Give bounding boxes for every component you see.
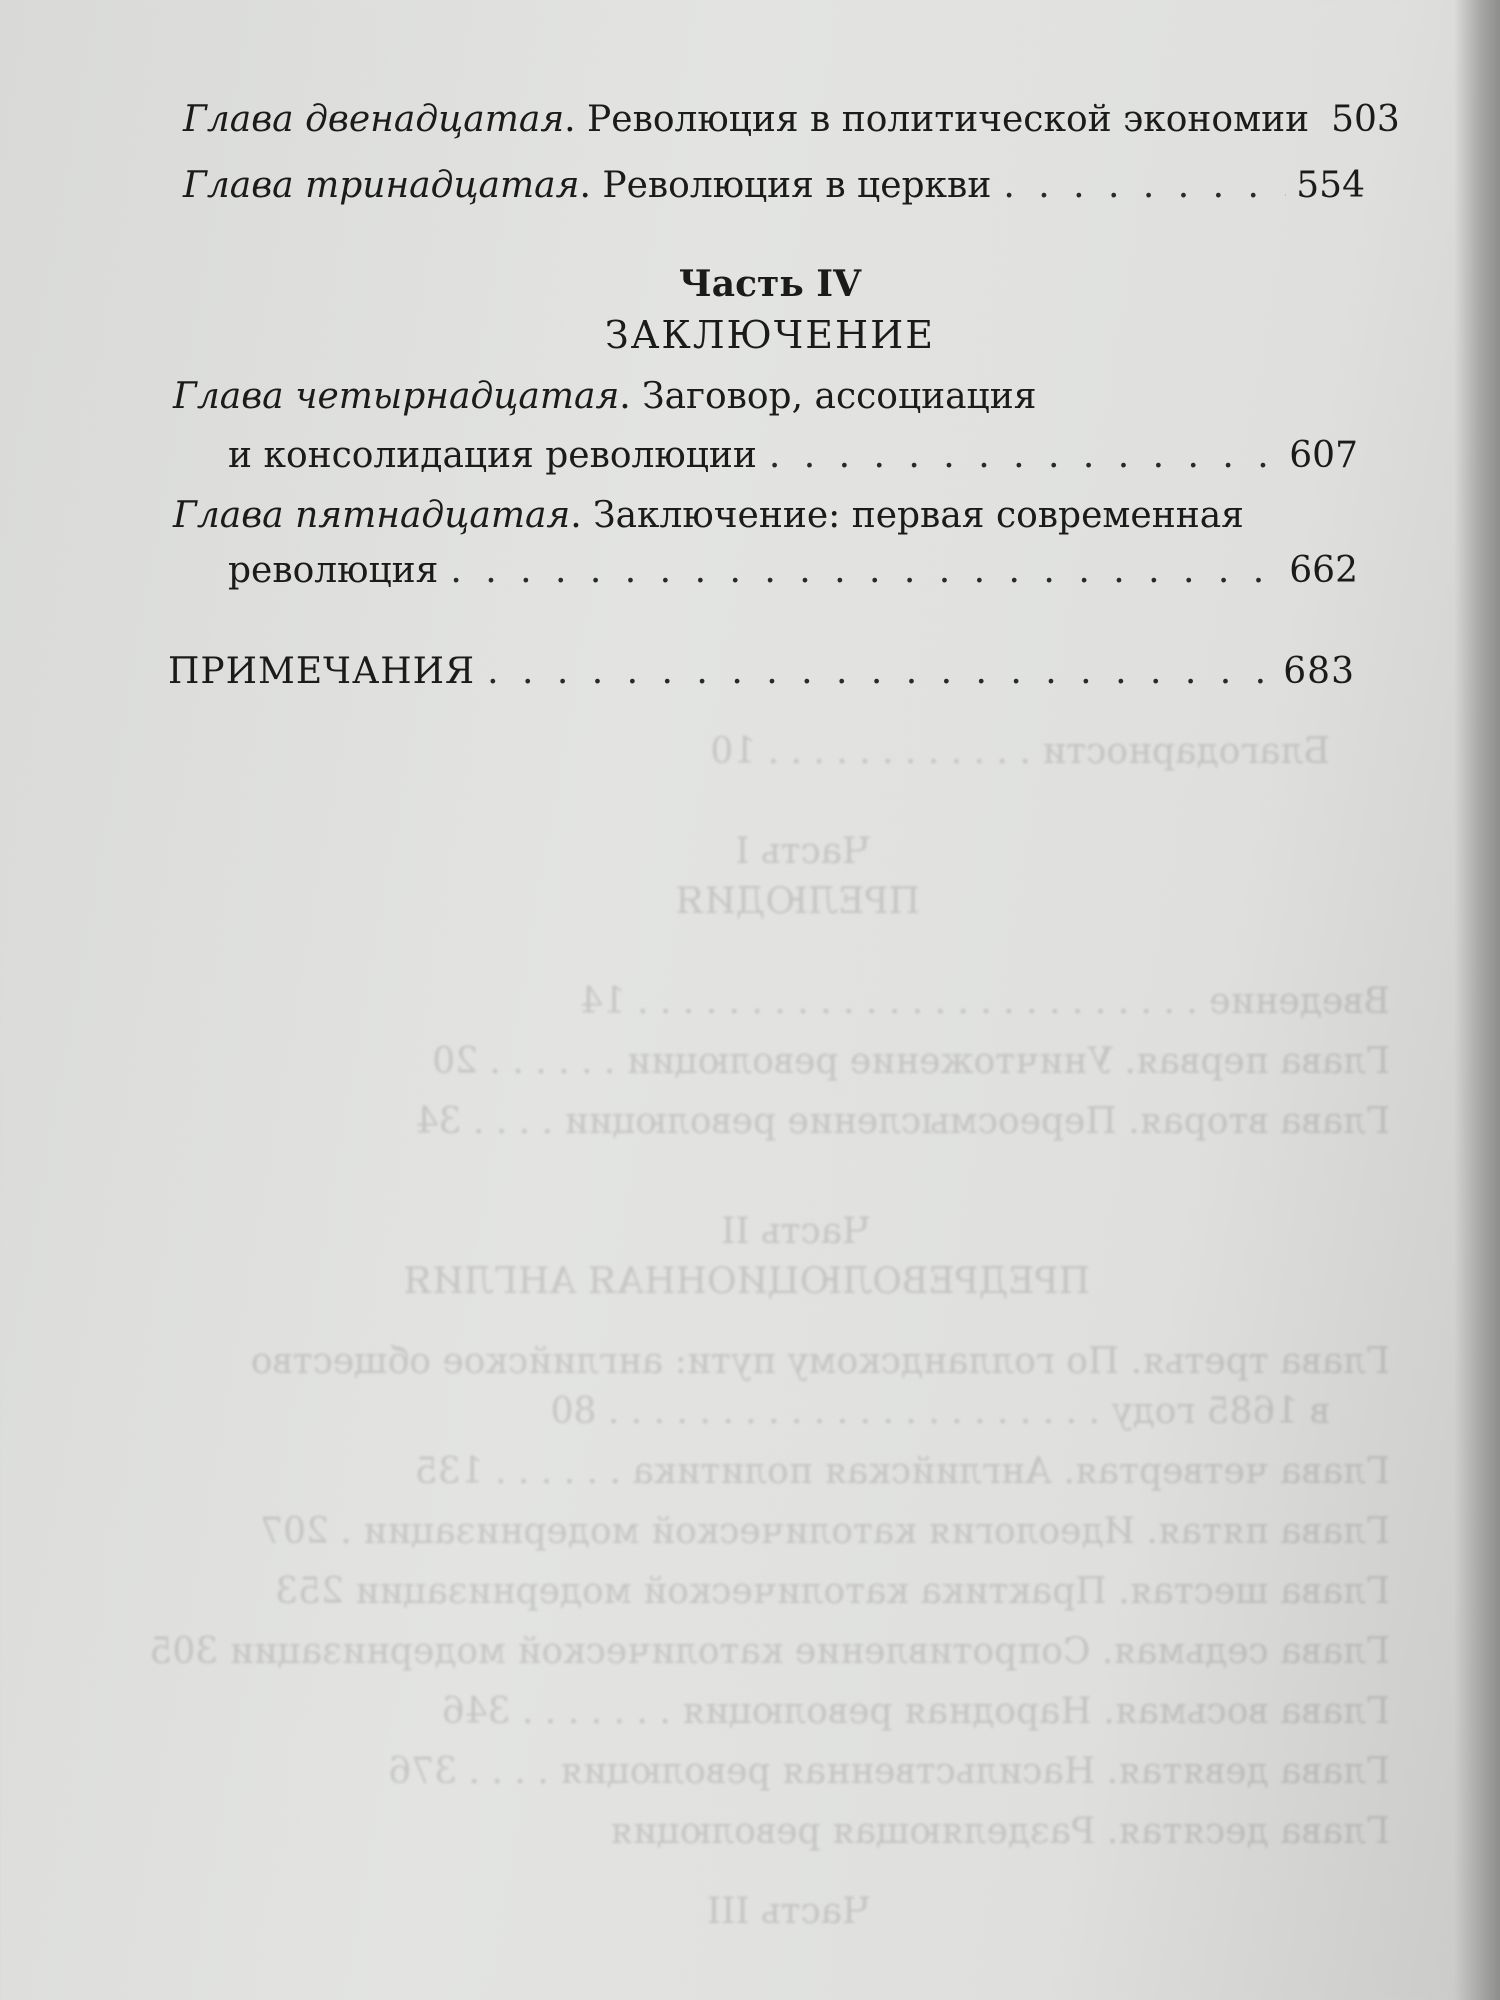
toc-entry-chapter-14-line1[interactable] bbox=[173, 375, 1036, 419]
dot-leader bbox=[1003, 164, 1286, 208]
part-label: Часть IV bbox=[678, 263, 862, 305]
chapter-number: Глава тринадцатая bbox=[183, 165, 580, 206]
toc-entry-chapter-13[interactable] bbox=[183, 164, 1365, 208]
toc-entry-chapter-14-line2[interactable] bbox=[228, 434, 1358, 478]
toc-entry-notes[interactable] bbox=[168, 650, 1355, 694]
chapter-number: Глава пятнадцатая bbox=[173, 495, 571, 536]
toc-entry-chapter-15-line2[interactable] bbox=[228, 549, 1358, 593]
page-number: 503 bbox=[1331, 99, 1400, 140]
chapter-title: . Революция в церкви bbox=[579, 165, 992, 206]
chapter-title: . Заключение: первая современная bbox=[570, 495, 1244, 536]
part-title: ЗАКЛЮЧЕНИЕ bbox=[604, 313, 936, 357]
page-number: 554 bbox=[1296, 165, 1365, 206]
chapter-number: Глава двенадцатая bbox=[183, 99, 565, 140]
dot-leader bbox=[450, 549, 1279, 593]
toc-entry-chapter-15-line1[interactable] bbox=[173, 494, 1244, 538]
chapter-title-continued: и консолидация революции bbox=[228, 435, 757, 476]
dot-leader bbox=[487, 650, 1273, 694]
page-number: 607 bbox=[1289, 435, 1358, 476]
page-number: 683 bbox=[1283, 651, 1355, 692]
show-through-text: Благодарности . . . . . . . . . . . . 10 Часть I ПРЕЛЮДИЯ Введение . . . . . . . . . . . . . . . . . . . . . . . . . 14 Глава первая. Уничтожение революции . . . . . . 20 Глава вторая. Переосмысление революции . . . . 34 Часть II ПРЕДРЕВОЛЮЦИОННАЯ АНГЛИЯ Глава третья. По голландскому пути: английское общество в 1685 году . . . . . . . . . . . . . . . . . . . . . . 80 Глава четвертая. Английская политика . . . . . . 135 Глава пятая. Идеология католической модернизации . 207 Глава шестая. Практика католической модернизации 253 Глава седьмая. Сопротивление католической модернизации 305 Глава восьмая. Народная революция . . . . . . . 346 Глава девятая. Насильственная революция . . . . 376 Глава десятая. Разделяющая революция Часть III bbox=[149, 731, 1390, 1932]
notes-title: ПРИМЕЧАНИЯ bbox=[168, 651, 476, 692]
chapter-title: . Революция в политической экономии bbox=[564, 99, 1310, 140]
chapter-title-continued: революция bbox=[228, 550, 439, 591]
chapter-number: Глава четырнадцатая bbox=[173, 376, 620, 417]
dot-leader bbox=[769, 434, 1279, 478]
page-number: 662 bbox=[1289, 550, 1358, 591]
toc-entry-chapter-12[interactable] bbox=[183, 98, 1400, 142]
chapter-title: . Заговор, ассоциация bbox=[619, 376, 1037, 417]
